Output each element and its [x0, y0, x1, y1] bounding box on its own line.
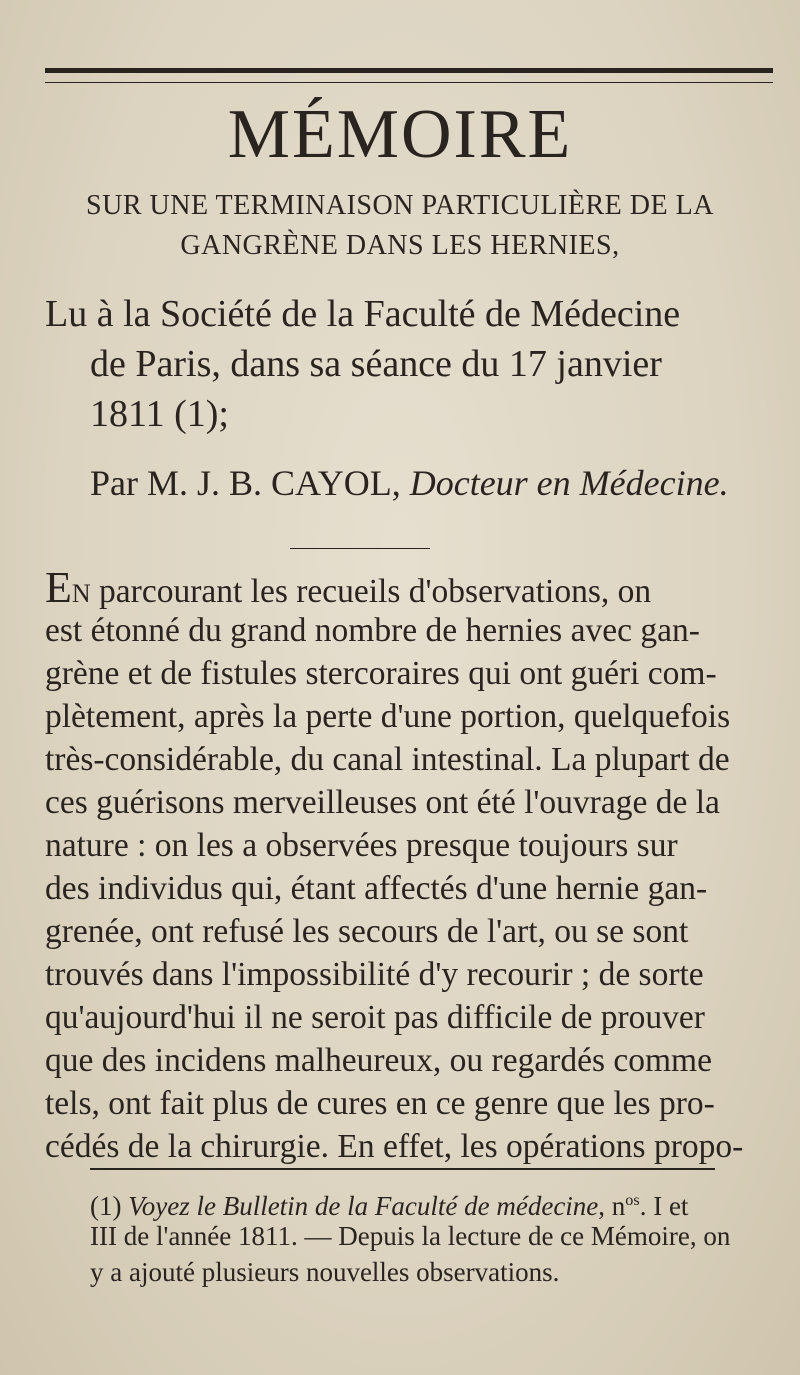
body-line: grenée, ont refusé les secours de l'art, ou se sont	[45, 913, 689, 950]
footnote-italic: Voyez le Bulletin de la Faculté de médecine	[128, 1191, 599, 1221]
footnote-superscript: os	[625, 1191, 640, 1209]
footnote-rule	[90, 1168, 715, 1170]
body-line: des individus qui, étant affectés d'une hernie gan-	[45, 870, 708, 907]
drop-cap-rest: N	[71, 579, 91, 608]
body-line-1	[45, 563, 765, 615]
drop-cap: E	[45, 563, 72, 612]
section-divider	[290, 548, 430, 549]
body-line: grène et de fistules stercoraires qui ont guéri com-	[45, 655, 717, 692]
reading-note-line-2: de Paris, dans sa séance du 17 janvier	[90, 343, 662, 385]
reading-note-line-3: 1811 (1);	[90, 393, 229, 435]
footnote-line-3: y a ajouté plusieurs nouvelles observations.	[90, 1257, 560, 1287]
body-line: qu'aujourd'hui il ne seroit pas difficile de prouver	[45, 999, 705, 1036]
body-line: ces guérisons merveilleuses ont été l'ouvrage de la	[45, 784, 720, 821]
top-double-rule	[45, 68, 773, 83]
subtitle-line-2: GANGRÈNE DANS LES HERNIES,	[180, 230, 620, 261]
footnote-line-2: III de l'année 1811. — Depuis la lecture de ce Mémoire, on	[90, 1221, 731, 1251]
subtitle-line-1: SUR UNE TERMINAISON PARTICULIÈRE DE LA	[86, 190, 714, 221]
author-line	[90, 460, 790, 506]
body-line-1-text: parcourant les recueils d'observations, on	[90, 573, 652, 610]
footnote-marker: (1)	[90, 1191, 129, 1221]
footnote-line-1-rest: . I et	[639, 1191, 689, 1221]
body-line: plètement, après la perte d'une portion, quelquefois	[45, 698, 731, 735]
body-line: nature : on les a observées presque toujours sur	[45, 827, 678, 864]
body-line: est étonné du grand nombre de hernies avec gan-	[45, 612, 700, 649]
page-title: MÉMOIRE	[227, 96, 573, 173]
body-line: très-considérable, du canal intestinal. La plupart de	[45, 741, 730, 778]
body-line: tels, ont fait plus de cures en ce genre que les pro-	[45, 1085, 715, 1122]
body-line: trouvés dans l'impossibilité d'y recourir ; de sorte	[45, 956, 704, 993]
body-line: cédés de la chirurgie. En effet, les opérations propo-	[45, 1128, 744, 1165]
body-line: que des incidens malheureux, ou regardés comme	[45, 1042, 712, 1079]
reading-note-line-1: Lu à la Société de la Faculté de Médecine	[45, 293, 681, 335]
footnote-after-italic: , n	[598, 1191, 626, 1221]
author-role: Docteur en Médecine.	[409, 463, 729, 503]
author-name: Par M. J. B. CAYOL,	[90, 463, 401, 503]
